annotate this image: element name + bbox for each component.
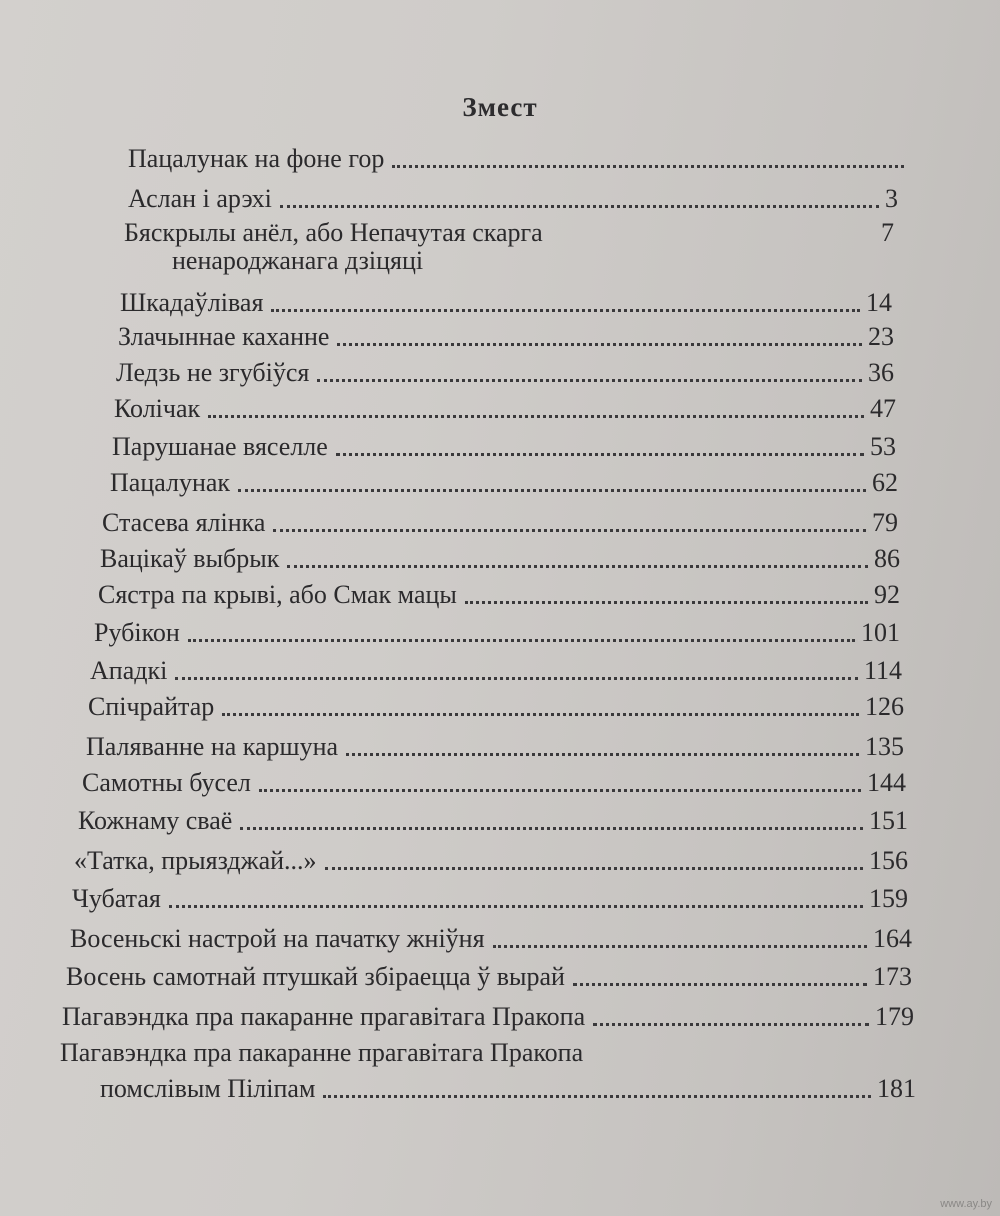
toc-entry-page: 179: [875, 1002, 914, 1031]
toc-entry-page: 92: [874, 580, 900, 609]
toc-entry: [74, 842, 908, 874]
toc-entry: [102, 504, 898, 536]
toc-entry: [70, 920, 912, 952]
toc-entry: [128, 140, 910, 172]
toc-entry-page: 144: [867, 768, 906, 797]
page-title: Змест: [462, 92, 538, 122]
toc-entry-page: 114: [863, 656, 902, 685]
toc-entry: [72, 880, 908, 912]
toc-entry-title: Ледзь не згубіўся: [116, 358, 310, 387]
toc-entry-title: Паляванне на каршуна: [86, 732, 339, 761]
toc-entry-title: Чубатая: [72, 884, 161, 913]
toc-entry-page: 159: [869, 884, 908, 913]
toc-entry: [66, 958, 912, 990]
toc-entry: [116, 354, 894, 386]
toc-entry-title: Парушанае вяселле: [112, 432, 328, 461]
toc-entry-page: 151: [869, 806, 908, 835]
toc-entry-title: Вацікаў выбрык: [100, 544, 280, 573]
toc-entry: [110, 464, 898, 496]
toc-entry-title: Восень самотнай птушкай збіраецца ў вырай: [66, 962, 565, 991]
dot-leader: [317, 379, 862, 382]
toc-entry: [82, 764, 906, 796]
dot-leader: [323, 1095, 871, 1098]
toc-entry-page: 3: [885, 184, 898, 213]
toc-entry: [112, 428, 896, 460]
toc-entry-page: 53: [870, 432, 896, 461]
dot-leader: [169, 905, 863, 908]
dot-leader: [336, 453, 864, 456]
toc-entry: [62, 998, 914, 1030]
toc-entry: [118, 318, 894, 350]
toc-entry-title: Пагавэндка пра пакаранне прагавітага Пракопа: [62, 1002, 586, 1031]
toc-entry-title: Рубікон: [94, 618, 180, 647]
toc-entry-page: 36: [868, 358, 894, 387]
dot-leader: [271, 309, 860, 312]
dot-leader: [222, 713, 859, 716]
dot-leader: [573, 983, 867, 986]
toc-entry-title-continued: помслівым Піліпам: [100, 1074, 316, 1103]
toc-entry-page: 14: [866, 288, 892, 317]
toc-entry: [120, 284, 892, 316]
toc-entry: [78, 802, 908, 834]
toc-entry-page: 126: [865, 692, 904, 721]
dot-leader: [175, 677, 858, 680]
toc-entry-page: 135: [865, 732, 904, 761]
dot-leader: [346, 753, 859, 756]
toc-entry: [100, 540, 900, 572]
toc-entry-title: «Татка, прыязджай...»: [74, 846, 317, 875]
dot-leader: [259, 789, 861, 792]
toc-entry: [60, 1040, 916, 1102]
toc-entry-title-continued: ненароджанага дзіцяці: [172, 246, 424, 275]
dot-leader: [392, 165, 904, 168]
toc-entry-title: Ападкі: [90, 656, 168, 685]
toc-entry-title: Стасева ялінка: [102, 508, 266, 537]
toc-entry-title: Шкадаўлівая: [120, 288, 264, 317]
toc-entry: [98, 576, 900, 608]
toc-entry: [114, 390, 896, 422]
dot-leader: [188, 639, 855, 642]
toc-entry-title: Колічак: [114, 394, 201, 423]
toc-entry-page: 86: [874, 544, 900, 573]
toc-entry-page: 7: [881, 218, 894, 247]
toc-entry-title: Пагавэндка пра пакаранне прагавітага Пракопа: [60, 1038, 584, 1067]
toc-entry: [124, 214, 894, 274]
toc-entry-title: Пацалунак: [110, 468, 231, 497]
dot-leader: [208, 415, 864, 418]
toc-entry-title: Сястра па крыві, або Смак мацы: [98, 580, 457, 609]
toc-entry: [86, 728, 904, 760]
toc-entry-page: 62: [872, 468, 898, 497]
toc-entry-page: 101: [861, 618, 900, 647]
dot-leader: [280, 205, 879, 208]
toc-entry-title: Бяскрылы анёл, або Непачутая скарга: [124, 218, 543, 247]
toc-entry: [94, 614, 900, 646]
dot-leader: [337, 343, 862, 346]
dot-leader: [325, 867, 863, 870]
toc-entry-title: Пацалунак на фоне гор: [128, 144, 385, 173]
toc-entry-title: Злачыннае каханне: [118, 322, 330, 351]
dot-leader: [593, 1023, 869, 1026]
dot-leader: [287, 565, 868, 568]
toc-entry-page: 79: [872, 508, 898, 537]
toc-entry: [128, 180, 898, 212]
toc-entry-page: 47: [870, 394, 896, 423]
toc-entry-page: 181: [877, 1074, 916, 1103]
toc-entry-page: 164: [873, 924, 912, 953]
toc-entry-title: Спічрайтар: [88, 692, 215, 721]
dot-leader: [493, 945, 867, 948]
toc-entry-title: Самотны бусел: [82, 768, 251, 797]
toc-entry: [88, 688, 904, 720]
toc-entry-title: Кожнаму сваё: [78, 806, 233, 835]
toc-entry-page: 156: [869, 846, 908, 875]
dot-leader: [465, 601, 868, 604]
toc-entry-page: 23: [868, 322, 894, 351]
toc-entry-title: Аслан і арэхі: [128, 184, 272, 213]
dot-leader: [240, 827, 863, 830]
watermark: www.ay.by: [940, 1198, 992, 1210]
toc-entry-title: Восеньскі настрой на пачатку жніўня: [70, 924, 485, 953]
toc-entry: [90, 652, 902, 684]
toc-entry-page: 173: [873, 962, 912, 991]
dot-leader: [238, 489, 866, 492]
dot-leader: [273, 529, 866, 532]
